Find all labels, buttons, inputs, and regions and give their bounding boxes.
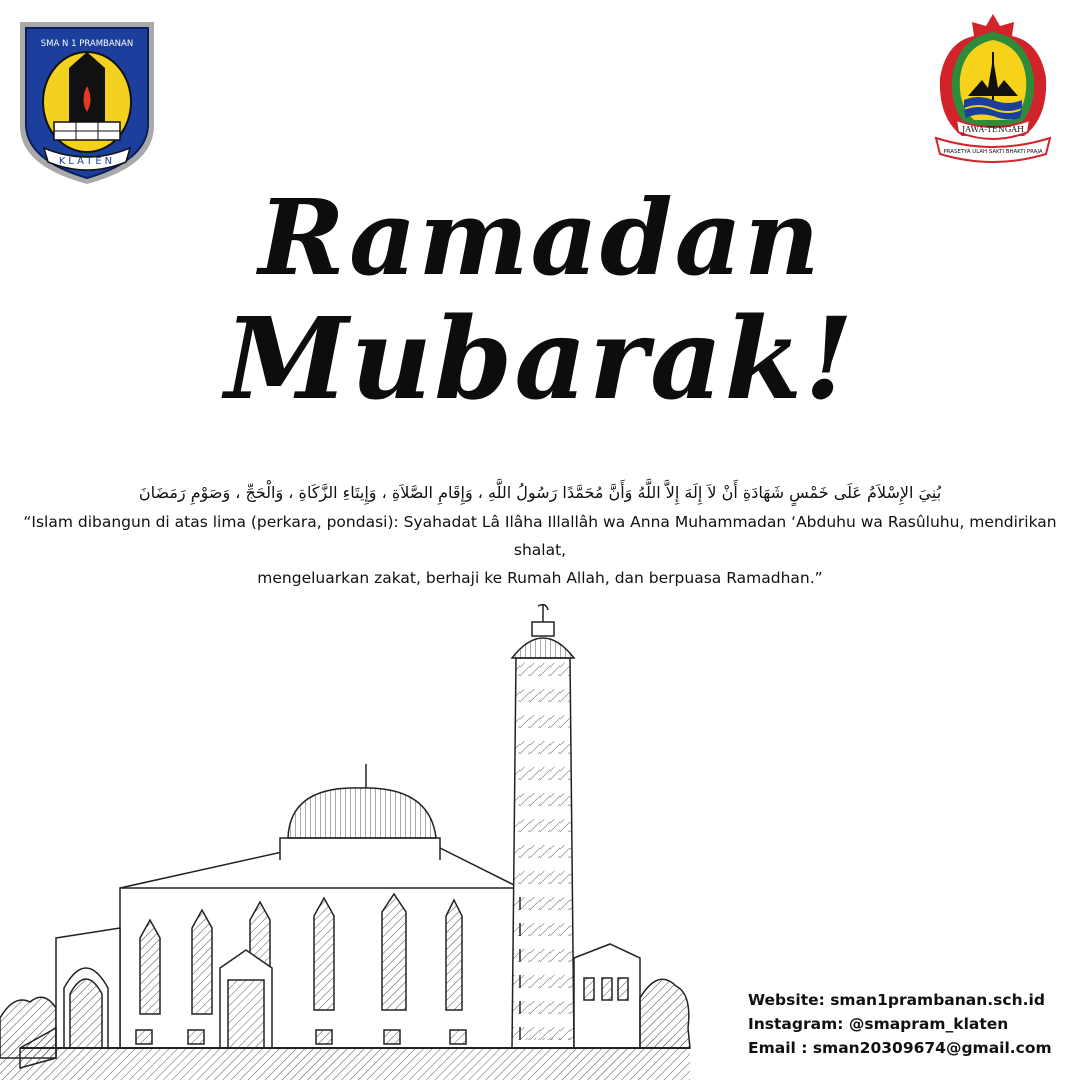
- province-logo-motto: PRASETYA ULAH SAKTI BHAKTI PRAJA: [943, 149, 1043, 155]
- province-logo: [928, 8, 1058, 168]
- hadith-translation: [20, 508, 1060, 592]
- hadith-arabic: بُنِيَ الإِسْلاَمُ عَلَى خَمْسٍ شَهَادَةِ أَنْ لاَ إِلَهَ إِلاَّ اللَّهُ وَأَنَّ مُحَمَّدًا رَسُولُ اللَّهِ ، وَإِقَامِ الصَّلاَةِ ، وَإِيتَاءِ الزَّكَاةِ ، وَالْحَجِّ ، وَصَوْمِ رَمَضَانَ: [138, 483, 942, 502]
- school-logo: [14, 16, 160, 186]
- school-logo-text-top: SMA N 1 PRAMBANAN: [40, 39, 134, 49]
- hadith-translation-line-1: “Islam dibangun di atas lima (perkara, pondasi): Syahadat Lâ Ilâha Illallâh wa Anna Muhammadan ‘Abduhu wa Rasûluhu, mendirikan shalat,: [23, 513, 1057, 559]
- contact-info: [748, 988, 1068, 1060]
- contact-website: Website: sman1prambanan.sch.id: [748, 991, 1045, 1009]
- province-logo-ribbon: JAWA-TENGAH: [962, 125, 1024, 134]
- title-mubarak: Mubarak!: [224, 294, 856, 425]
- contact-instagram: Instagram: @smapram_klaten: [748, 1015, 1009, 1033]
- mosque-illustration: [0, 598, 700, 1080]
- school-logo-text-bottom: KLATEN: [58, 156, 116, 167]
- hadith-translation-line-2: mengeluarkan zakat, berhaji ke Rumah Allah, dan berpuasa Ramadhan.”: [257, 569, 823, 587]
- contact-email: Email : sman20309674@gmail.com: [748, 1039, 1052, 1057]
- title-ramadan: Ramadan: [258, 176, 822, 299]
